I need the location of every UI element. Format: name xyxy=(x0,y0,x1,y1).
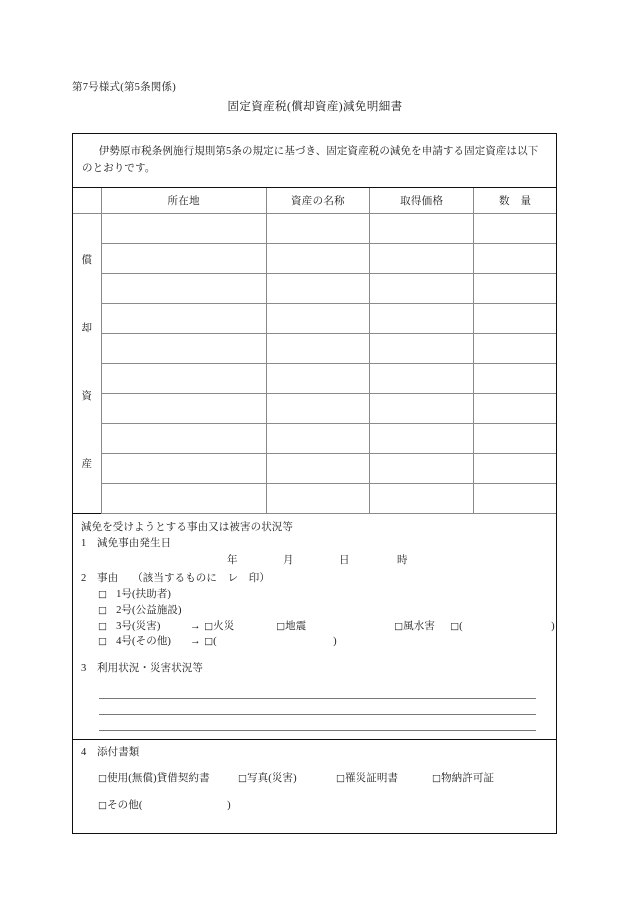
writing-line[interactable] xyxy=(99,715,536,731)
item4-label: 添付書類 xyxy=(97,747,140,759)
table-row xyxy=(73,243,556,273)
item2-label: 事由 xyxy=(97,572,119,584)
cell-acquisition-price[interactable] xyxy=(370,423,474,453)
cell-location[interactable] xyxy=(101,243,266,273)
attachment-other-label: その他( xyxy=(107,800,143,812)
vertical-label-char: 資 xyxy=(81,390,93,402)
cell-asset-name[interactable] xyxy=(266,483,369,513)
table-row xyxy=(73,483,556,513)
attachment-option-disaster-certificate[interactable] xyxy=(336,771,432,787)
cell-asset-name[interactable] xyxy=(266,363,369,393)
checkbox-row-reason-3[interactable] xyxy=(81,619,555,635)
asset-table xyxy=(73,188,556,514)
cell-quantity[interactable] xyxy=(474,303,556,333)
cell-location[interactable] xyxy=(101,213,266,243)
attachment-other-row[interactable] xyxy=(81,798,548,814)
vertical-label-char: 産 xyxy=(81,458,93,470)
writing-line[interactable] xyxy=(99,683,536,699)
vertical-label-cell xyxy=(73,213,101,513)
item1-line xyxy=(81,536,548,552)
date-hour-unit: 時 xyxy=(397,555,408,567)
date-day-unit: 日 xyxy=(339,555,350,567)
cell-quantity[interactable] xyxy=(474,243,556,273)
intro-block xyxy=(73,134,556,188)
table-row xyxy=(73,423,556,453)
sub-option-label: 地震 xyxy=(285,620,307,632)
table-row xyxy=(73,453,556,483)
checkbox-icon[interactable]: □ xyxy=(394,620,404,632)
reason-checkbox-list xyxy=(81,587,555,651)
date-entry-line[interactable] xyxy=(81,553,548,569)
item1-label: 減免事由発生日 xyxy=(97,538,172,550)
column-header-quantity: 数 量 xyxy=(474,188,556,214)
cell-acquisition-price[interactable] xyxy=(370,243,474,273)
checkbox-icon[interactable]: □ xyxy=(450,620,460,632)
checkbox-icon[interactable]: □ xyxy=(98,588,108,600)
checkbox-label: 3号(災害) xyxy=(116,620,161,632)
table-row xyxy=(73,213,556,243)
cell-acquisition-price[interactable] xyxy=(370,303,474,333)
table-row xyxy=(73,303,556,333)
checkbox-label: 1号(扶助者) xyxy=(116,588,172,600)
checkbox-icon[interactable]: □ xyxy=(98,800,108,812)
cell-quantity[interactable] xyxy=(474,483,556,513)
item2-line xyxy=(81,571,548,587)
attachment-other-close-paren: ) xyxy=(227,800,231,812)
attachment-checkbox-row[interactable] xyxy=(81,771,548,787)
attachment-option-photo[interactable] xyxy=(238,771,336,787)
checkbox-label: 4号(その他) xyxy=(116,636,172,648)
writing-line[interactable] xyxy=(99,699,536,715)
item4-number: 4 xyxy=(81,747,87,759)
sub-option-other-open-paren: ( xyxy=(213,636,217,648)
cell-asset-name[interactable] xyxy=(266,393,369,423)
attachment-section xyxy=(81,740,548,814)
sub-option-other-close-paren: ) xyxy=(333,636,337,648)
checkbox-icon[interactable]: □ xyxy=(98,773,108,785)
cell-quantity[interactable] xyxy=(474,393,556,423)
item4-line xyxy=(81,745,548,761)
reason-heading: 減免を受けようとする事由又は被害の状況等 xyxy=(81,521,293,533)
cell-acquisition-price[interactable] xyxy=(370,213,474,243)
page-title: 固定資産税(償却資産)減免明細書 xyxy=(227,101,403,113)
table-row xyxy=(73,393,556,423)
checkbox-label: 写真(災害) xyxy=(247,773,297,785)
writing-lines[interactable] xyxy=(81,683,548,731)
form-code: 第7号様式(第5条関係) xyxy=(72,82,176,93)
intro-text: 伊勢原市税条例施行規則第5条の規定に基づき、固定資産税の減免を申請する固定資産は以下のとおりです。 xyxy=(82,146,539,175)
cell-quantity[interactable] xyxy=(474,423,556,453)
cell-acquisition-price[interactable] xyxy=(370,393,474,423)
vertical-label-header xyxy=(73,188,101,214)
vertical-label-char: 却 xyxy=(81,323,93,334)
checkbox-icon[interactable]: □ xyxy=(98,636,108,648)
cell-quantity[interactable] xyxy=(474,273,556,303)
checkbox-icon[interactable]: □ xyxy=(98,604,108,616)
cell-quantity[interactable] xyxy=(474,213,556,243)
cell-location[interactable] xyxy=(101,453,266,483)
attachment-option-loan-contract[interactable] xyxy=(98,771,238,787)
item3-number: 3 xyxy=(81,663,87,675)
cell-location[interactable] xyxy=(101,363,266,393)
cell-asset-name[interactable] xyxy=(266,273,369,303)
sub-option-label: 風水害 xyxy=(403,620,435,632)
checkbox-icon[interactable]: □ xyxy=(98,620,108,632)
item2-instruction: （該当するものに レ 印） xyxy=(132,572,271,584)
date-month-unit: 月 xyxy=(283,555,294,567)
arrow-icon: → xyxy=(190,620,201,632)
checkbox-row-reason-2[interactable] xyxy=(81,603,548,619)
checkbox-icon[interactable]: □ xyxy=(276,620,286,632)
sub-option-label: 火災 xyxy=(213,620,235,632)
table-row xyxy=(73,273,556,303)
checkbox-icon[interactable]: □ xyxy=(336,773,346,785)
attachment-option-payment-permit[interactable] xyxy=(432,771,494,787)
item3-label: 利用状況・災害状況等 xyxy=(97,663,203,675)
form-frame xyxy=(72,133,557,834)
cell-acquisition-price[interactable] xyxy=(370,363,474,393)
cell-quantity[interactable] xyxy=(474,333,556,363)
cell-quantity[interactable] xyxy=(474,363,556,393)
checkbox-label: 2号(公益施設) xyxy=(116,604,182,616)
arrow-icon: → xyxy=(190,636,201,648)
cell-asset-name[interactable] xyxy=(266,423,369,453)
checkbox-icon[interactable]: □ xyxy=(204,620,214,632)
checkbox-icon[interactable]: □ xyxy=(204,636,214,648)
cell-location[interactable] xyxy=(101,423,266,453)
checkbox-row-reason-1[interactable] xyxy=(81,587,548,603)
checkbox-icon[interactable]: □ xyxy=(432,773,442,785)
table-row xyxy=(73,363,556,393)
cell-acquisition-price[interactable] xyxy=(370,273,474,303)
checkbox-label: 罹災証明書 xyxy=(345,773,399,785)
cell-acquisition-price[interactable] xyxy=(370,483,474,513)
cell-location[interactable] xyxy=(101,483,266,513)
checkbox-label: 使用(無償)貸借契約書 xyxy=(107,773,210,785)
column-header-asset-name: 資産の名称 xyxy=(266,188,369,214)
cell-asset-name[interactable] xyxy=(266,243,369,273)
table-header-row xyxy=(73,188,556,214)
item1-number: 1 xyxy=(81,538,87,550)
cell-quantity[interactable] xyxy=(474,453,556,483)
date-year-unit: 年 xyxy=(227,555,238,567)
cell-location[interactable] xyxy=(101,333,266,363)
reason-section xyxy=(73,514,556,833)
cell-acquisition-price[interactable] xyxy=(370,333,474,363)
sub-option-earthquake[interactable] xyxy=(276,619,394,635)
cell-asset-name[interactable] xyxy=(266,333,369,363)
cell-asset-name[interactable] xyxy=(266,303,369,333)
vertical-label-char: 償 xyxy=(81,255,93,267)
column-header-location: 所在地 xyxy=(101,188,266,214)
cell-acquisition-price[interactable] xyxy=(370,453,474,483)
sub-option-other-open-paren: ( xyxy=(459,620,463,632)
vertical-label-depreciable-assets xyxy=(73,214,101,513)
sub-option-fire[interactable] xyxy=(204,619,276,635)
cell-location[interactable] xyxy=(101,273,266,303)
item3-line xyxy=(81,661,548,677)
sub-option-other-close-paren: ) xyxy=(551,620,555,632)
cell-location[interactable] xyxy=(101,393,266,423)
checkbox-row-reason-4[interactable] xyxy=(81,634,548,650)
checkbox-icon[interactable]: □ xyxy=(238,773,248,785)
column-header-acquisition-price: 取得価格 xyxy=(370,188,474,214)
cell-location[interactable] xyxy=(101,303,266,333)
cell-asset-name[interactable] xyxy=(266,453,369,483)
cell-asset-name[interactable] xyxy=(266,213,369,243)
sub-option-storm-flood[interactable] xyxy=(394,619,450,635)
table-row xyxy=(73,333,556,363)
checkbox-label: 物納許可証 xyxy=(441,773,495,785)
item2-number: 2 xyxy=(81,572,87,584)
